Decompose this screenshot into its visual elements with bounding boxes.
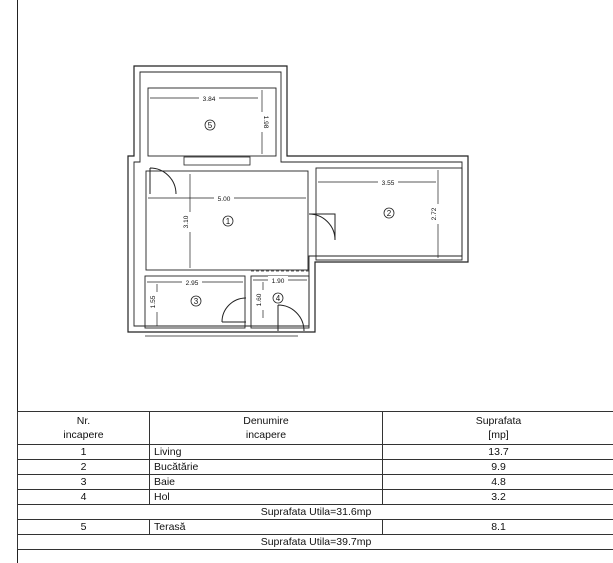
door-entrance [278,305,304,331]
row-area: 3.2 [383,490,613,505]
header-name [150,412,383,445]
subtotal-text: Suprafata Utila=31.6mp [18,505,613,520]
row-name: Bucătărie [150,460,383,475]
row-nr: 4 [18,490,150,505]
dim-label-r4-width: 1.90 [271,278,285,285]
room-marker-3: 3 [193,297,199,306]
dim-label-r1-depth: 3.10 [183,215,190,229]
dim-label-r5-depth: 1.98 [262,115,269,129]
door-bath [222,298,246,322]
header-nr [18,412,150,445]
table-row [18,475,613,490]
inner-wall [134,72,462,326]
total-row [18,535,613,550]
table-row [18,445,613,460]
header-name-line1: Denumire [243,415,289,427]
dim-label-r3-depth: 1.55 [150,295,157,309]
row-area: 4.8 [383,475,613,490]
header-nr-line2: incapere [63,429,104,441]
table-row [18,490,613,505]
window [184,157,250,165]
row-area: 8.1 [383,520,613,535]
room-area-table [17,411,613,550]
subtotal-row [18,505,613,520]
dim-label-r1-width: 5.00 [217,196,231,203]
row-area: 9.9 [383,460,613,475]
header-nr-line1: Nr. [76,415,91,427]
table-header-row [18,412,613,445]
outer-wall [128,66,468,332]
table-row [18,460,613,475]
room-marker-4: 4 [275,294,281,303]
door-terrace [150,168,176,194]
header-area-line1: Suprafata [475,415,522,427]
row-nr: 1 [18,445,150,460]
row-name: Hol [150,490,383,505]
row-name: Living [150,445,383,460]
room-marker-2: 2 [386,209,392,218]
row-name: Baie [150,475,383,490]
dim-label-r3-width: 2.95 [185,280,199,287]
header-area-line2: [mp] [488,429,509,441]
dim-label-r2-width: 3.55 [381,180,395,187]
header-area [383,412,613,445]
row-nr: 3 [18,475,150,490]
row-area: 13.7 [383,445,613,460]
room-marker-1: 1 [225,217,231,226]
row-name: Terasă [150,520,383,535]
dim-label-r5-width: 3.84 [202,96,216,103]
dim-label-r2-depth: 2.72 [431,207,438,221]
row-nr: 2 [18,460,150,475]
door-kitchen [309,214,335,240]
room-marker-5: 5 [207,121,213,130]
total-text: Suprafata Utila=39.7mp [18,535,613,550]
dim-label-r4-depth: 1.60 [256,293,263,307]
header-name-line2: incapere [245,429,287,441]
row-nr: 5 [18,520,150,535]
table-row [18,520,613,535]
